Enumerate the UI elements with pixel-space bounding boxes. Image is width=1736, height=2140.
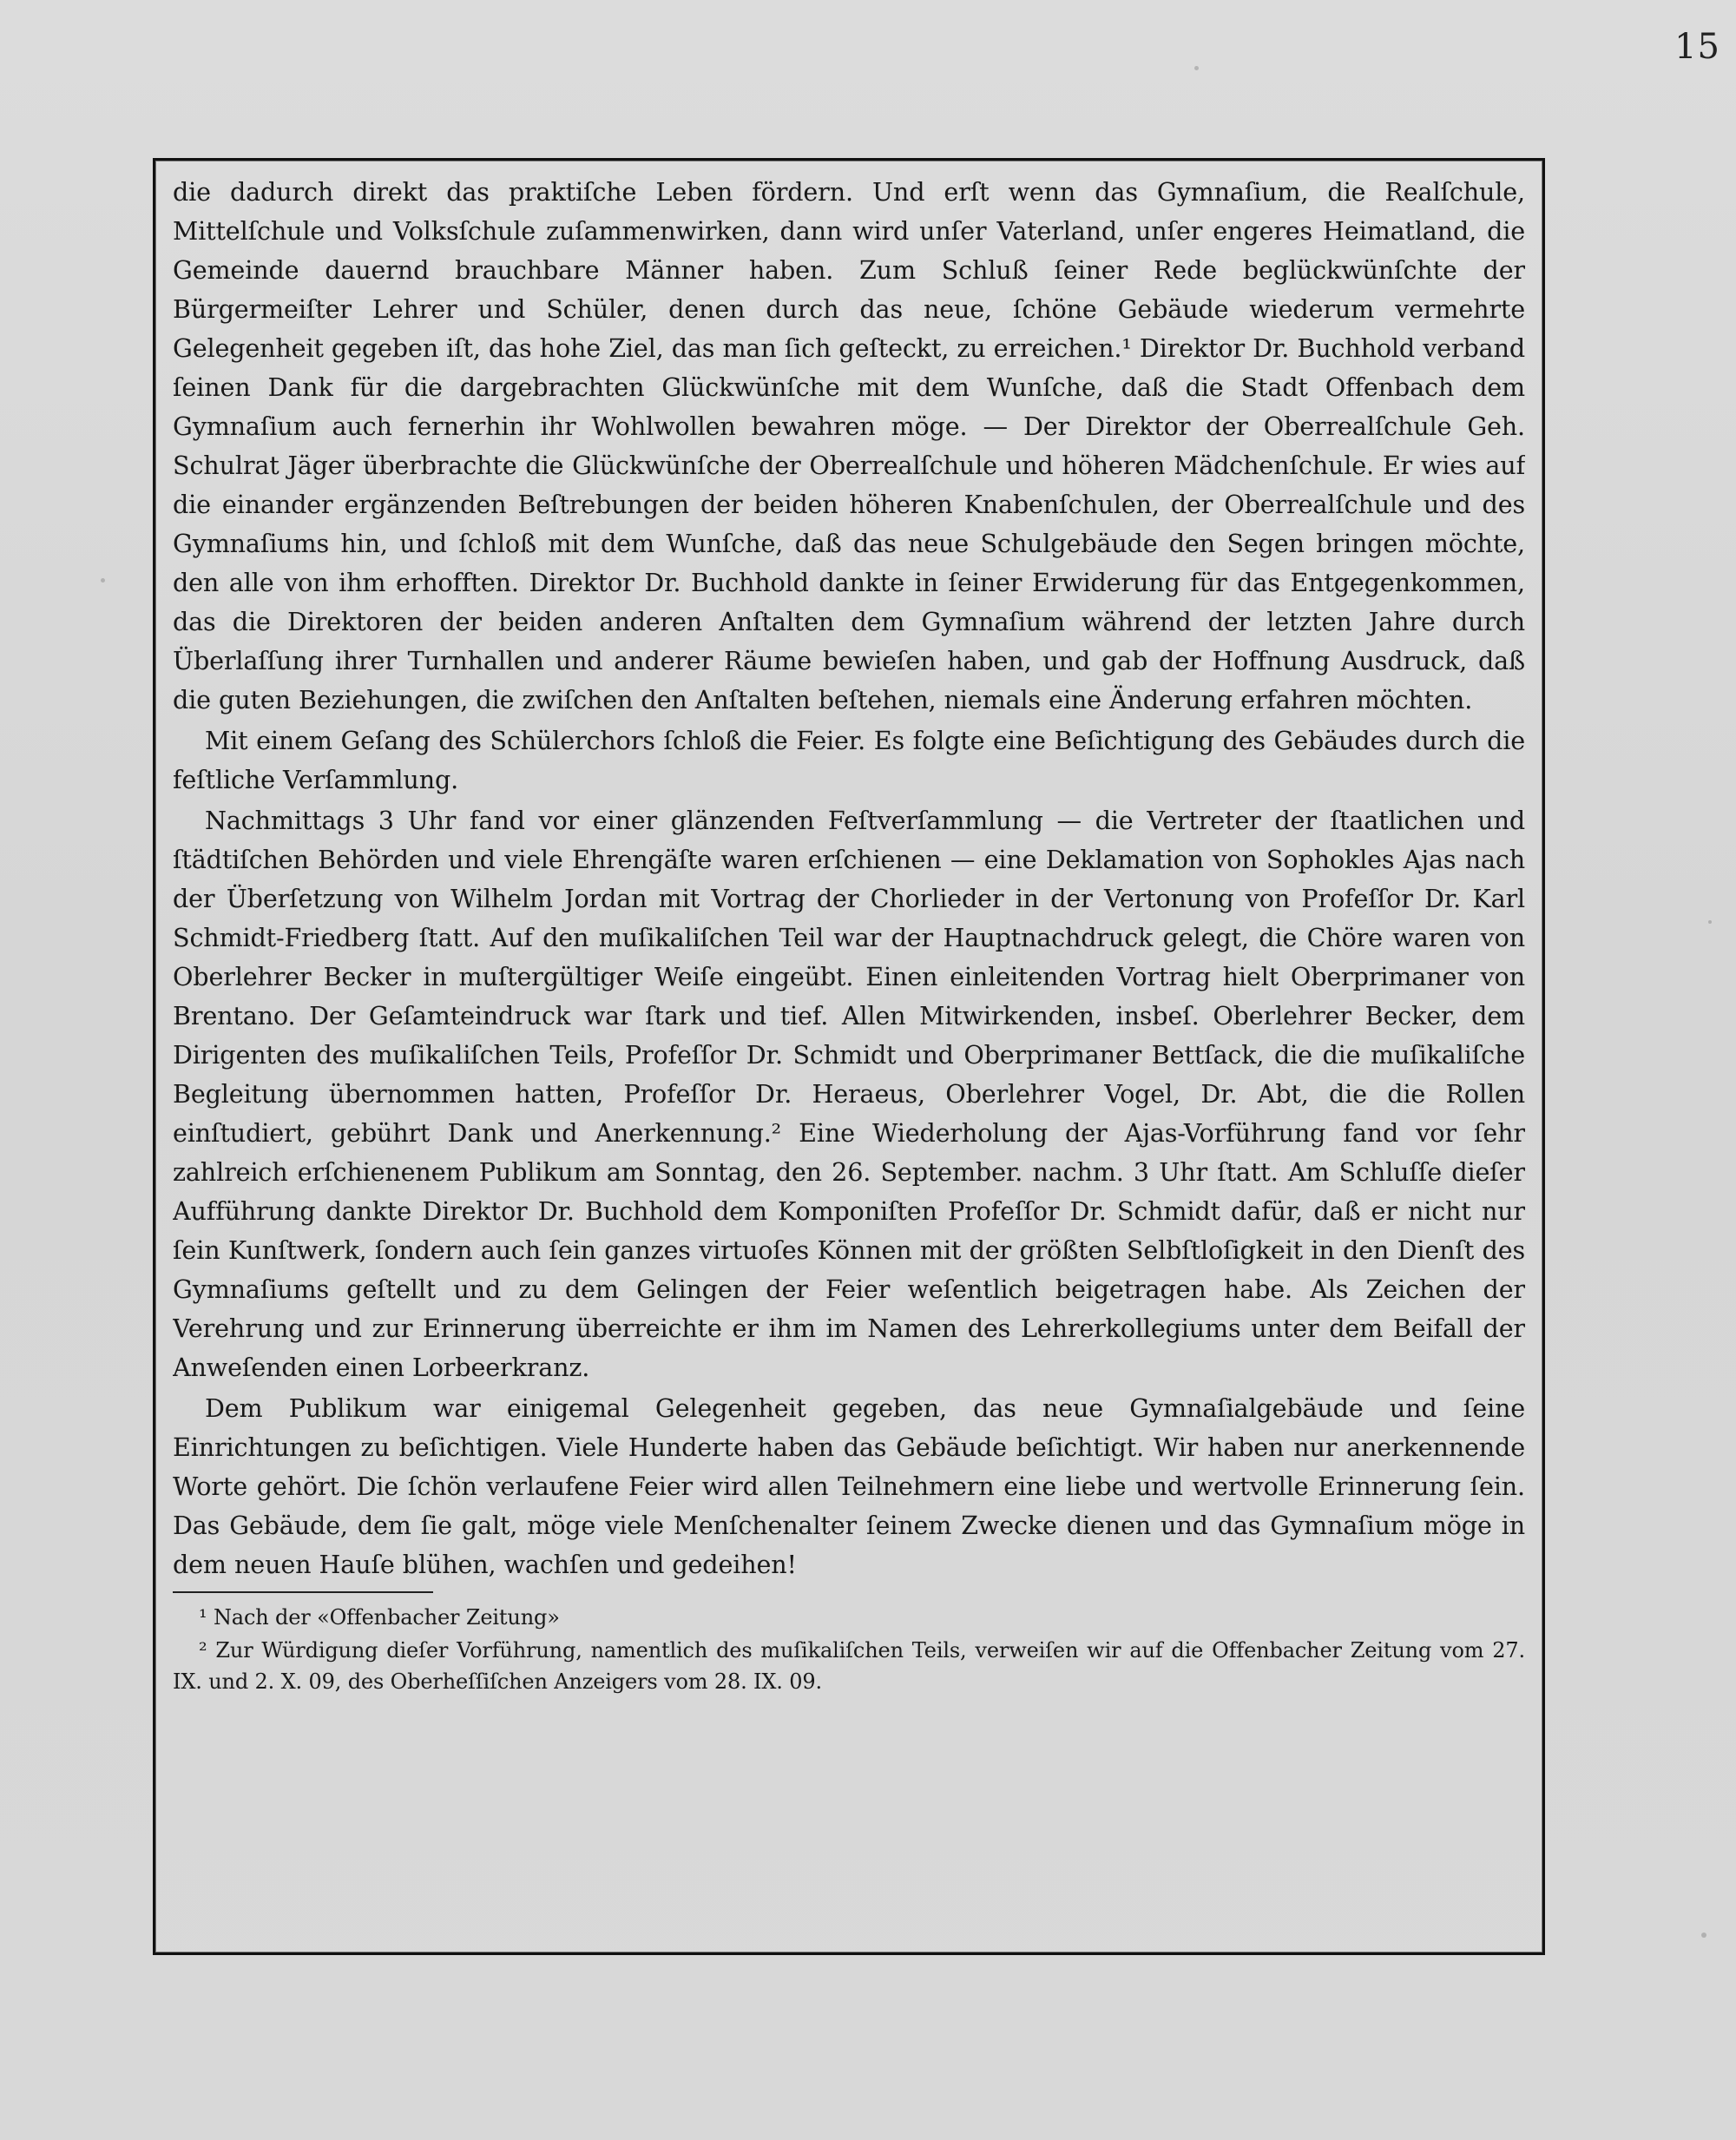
scan-dust-mark: [1701, 1933, 1706, 1938]
scan-dust-mark: [101, 578, 105, 583]
text-content: [173, 173, 1525, 1940]
paragraph-2: Mit einem Geſang des Schülerchors ſchloß die Feier. Es folgte eine Beſichtigung des Gebäudes durch die feſtliche Verſammlung.: [173, 726, 1525, 794]
scan-dust-mark: [1708, 920, 1712, 924]
footnote-1: ¹ Nach der «Offenbacher Zeitung»: [199, 1605, 560, 1630]
text-frame: [153, 158, 1545, 1955]
footnote-2: ² Zur Würdigung dieſer Vorführung, namentlich des muſikaliſchen Teils, verweiſen wir auf die Offenbacher Zeitung vom 27. IX. und 2. X. 09, des Oberheſſiſchen Anzeigers vom 28. IX. 09.: [173, 1638, 1525, 1694]
paragraph-3: Nachmittags 3 Uhr fand vor einer glänzenden Feſtverſammlung — die Vertreter der ſtaatlichen und ſtädtiſchen Behörden und viele Ehrengäſte waren erſchienen — eine Deklamation von Sophokles Ajas nach der Überſetzung von Wilhelm Jordan mit Vortrag der Chorlieder in der Vertonung von Profeſſor Dr. Karl Schmidt-Friedberg ſtatt. Auf den muſikaliſchen Teil war der Hauptnachdruck gelegt, die Chöre waren von Oberlehrer Becker in muſtergültiger Weiſe eingeübt. Einen einleitenden Vortrag hielt Oberprimaner von Brentano. Der Geſamteindruck war ſtark und tief. Allen Mitwirkenden, insbeſ. Oberlehrer Becker, dem Dirigenten des muſikaliſchen Teils, Profeſſor Dr. Schmidt und Oberprimaner Bettſack, die die muſikaliſche Begleitung übernommen hatten, Profeſſor Dr. Heraeus, Oberlehrer Vogel, Dr. Abt, die die Rollen einſtudiert, gebührt Dank und Anerkennung.² Eine Wiederholung der Ajas-Vorführung fand vor ſehr zahlreich erſchienenem Publikum am Sonntag, den 26. September. nachm. 3 Uhr ſtatt. Am Schluſſe dieſer Aufführung dankte Direktor Dr. Buchhold dem Komponiſten Profeſſor Dr. Schmidt dafür, daß er nicht nur ſein Kunſtwerk, ſondern auch ſein ganzes virtuoſes Können mit der größten Selbſtloſigkeit in den Dienſt des Gymnaſiums geſtellt und zu dem Gelingen der Feier weſentlich beigetragen habe. Als Zeichen der Verehrung und zur Erinnerung überreichte er ihm im Namen des Lehrerkollegiums unter dem Beifall der Anweſenden einen Lorbeerkranz.: [173, 806, 1525, 1382]
paragraph-1: die dadurch direkt das praktiſche Leben fördern. Und erſt wenn das Gymnaſium, die Realſchule, Mittelſchule und Volksſchule zuſammenwirken, dann wird unſer Vaterland, unſer engeres Heimatland, die Gemeinde dauernd brauchbare Männer haben. Zum Schluß ſeiner Rede beglückwünſchte der Bürgermeiſter Lehrer und Schüler, denen durch das neue, ſchöne Gebäude wiederum vermehrte Gelegenheit gegeben iſt, das hohe Ziel, das man ſich geſteckt, zu erreichen.¹ Direktor Dr. Buchhold verband ſeinen Dank für die dargebrachten Glückwünſche mit dem Wunſche, daß die Stadt Offenbach dem Gymnaſium auch fernerhin ihr Wohlwollen bewahren möge. — Der Direktor der Oberrealſchule Geh. Schulrat Jäger überbrachte die Glückwünſche der Oberrealſchule und höheren Mädchenſchule. Er wies auf die einander ergänzenden Beſtrebungen der beiden höheren Knabenſchulen, der Oberrealſchule und des Gymnaſiums hin, und ſchloß mit dem Wunſche, daß das neue Schulgebäude den Segen bringen möchte, den alle von ihm erhofften. Direktor Dr. Buchhold dankte in ſeiner Erwiderung für das Entgegenkommen, das die Direktoren der beiden anderen Anſtalten dem Gymnaſium während der letzten Jahre durch Überlaſſung ihrer Turnhallen und anderer Räume bewieſen haben, und gab der Hoffnung Ausdruck, daß die guten Beziehungen, die zwiſchen den Anſtalten beſtehen, niemals eine Änderung erfahren möchten.: [173, 177, 1525, 714]
paragraph-4: Dem Publikum war einigemal Gelegenheit gegeben, das neue Gymnaſialgebäude und ſeine Einrichtungen zu beſichtigen. Viele Hunderte haben das Gebäude beſichtigt. Wir haben nur anerkennende Worte gehört. Die ſchön verlaufene Feier wird allen Teilnehmern eine liebe und wertvolle Erinnerung ſein. Das Gebäude, dem ſie galt, möge viele Menſchenalter ſeinem Zwecke dienen und das Gymnaſium möge in dem neuen Hauſe blühen, wachſen und gedeihen!: [173, 1393, 1525, 1579]
page-number: 15: [1674, 27, 1720, 67]
scan-dust-mark: [1194, 66, 1199, 70]
footnote-separator: [173, 1591, 433, 1593]
